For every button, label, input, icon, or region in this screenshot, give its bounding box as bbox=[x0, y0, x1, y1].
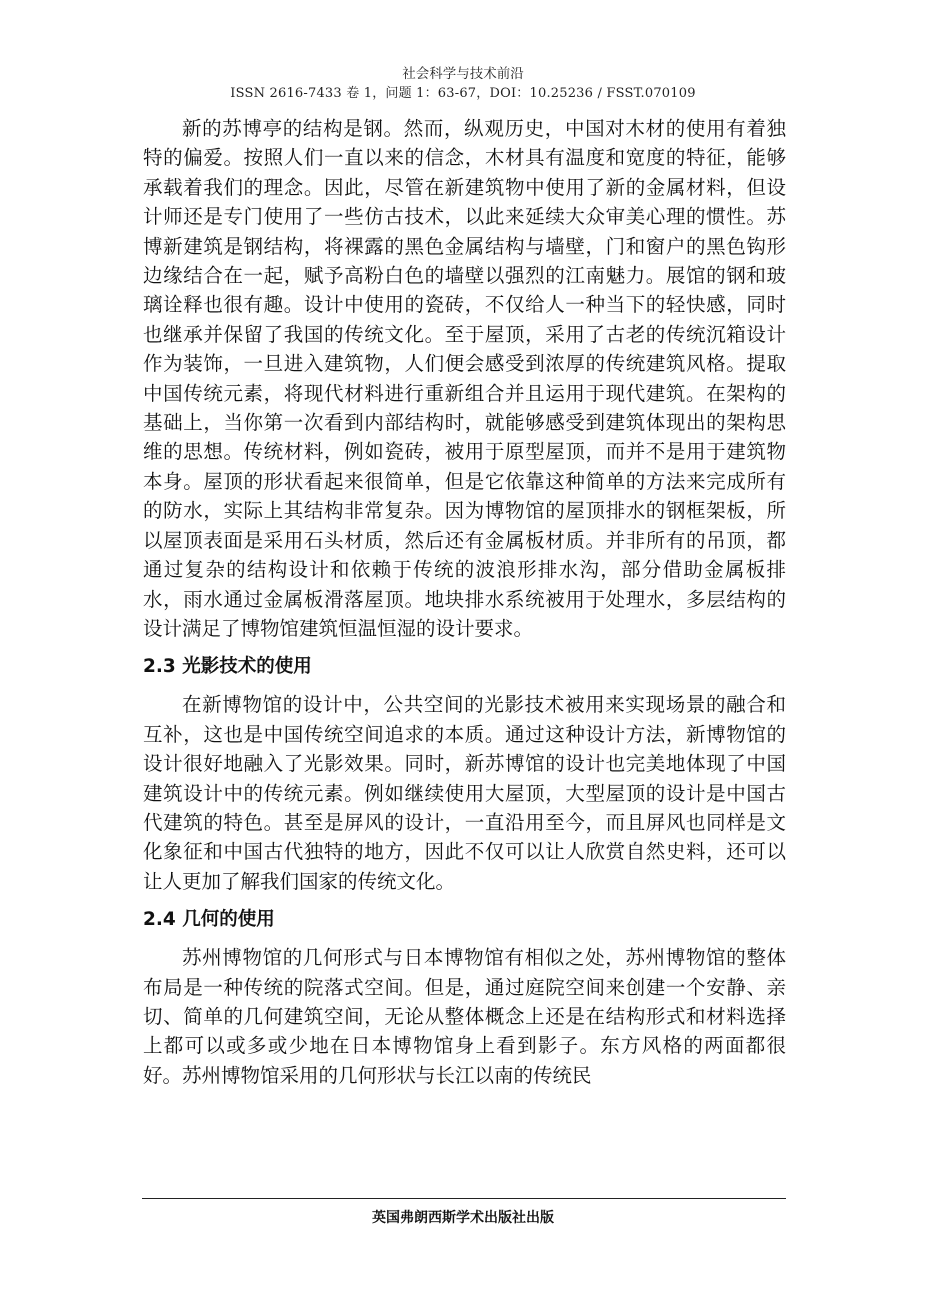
page-header bbox=[0, 64, 926, 104]
footer-divider bbox=[142, 1198, 786, 1199]
issn-line: ISSN 2616-7433 卷 1，问题 1：63-67，DOI：10.25236 / FSST.070109 bbox=[230, 86, 696, 101]
paragraph: 苏州博物馆的几何形式与日本博物馆有相似之处，苏州博物馆的整体布局是一种传统的院落式空间。但是，通过庭院空间来创建一个安静、亲切、简单的几何建筑空间，无论从整体概念上还是在结构形式和材料选择上都可以或多或少地在日本博物馆身上看到影子。东方风格的两面都很好。苏州博物馆采用的几何形状与长江以南的传统民 bbox=[143, 946, 786, 1087]
publisher-footer: 英国弗朗西斯学术出版社出版 bbox=[372, 1210, 554, 1226]
paragraph: 在新博物馆的设计中，公共空间的光影技术被用来实现场景的融合和互补，这也是中国传统空间追求的本质。通过这种设计方法，新博物馆的设计很好地融入了光影效果。同时，新苏博馆的设计也完美地体现了中国建筑设计中的传统元素。例如继续使用大屋顶，大型屋顶的设计是中国古代建筑的特色。甚至是屏风的设计，一直沿用至今，而且屏风也同样是文化象征和中国古代独特的地方，因此不仅可以让人欣赏自然史料，还可以让人更加了解我们国家的传统文化。 bbox=[143, 693, 786, 893]
main-body bbox=[143, 114, 786, 1090]
paragraph: 新的苏博亭的结构是钢。然而，纵观历史，中国对木材的使用有着独特的偏爱。按照人们一直以来的信念，木材具有温度和宽度的特征，能够承载着我们的理念。因此，尽管在新建筑物中使用了新的金属材料，但设计师还是专门使用了一些仿古技术，以此来延续大众审美心理的惯性。苏博新建筑是钢结构，将裸露的黑色金属结构与墙壁，门和窗户的黑色钩形边缘结合在一起，赋予高粉白色的墙壁以强烈的江南魅力。展馆的钢和玻璃诠释也很有趣。设计中使用的瓷砖，不仅给人一种当下的轻快感，同时也继承并保留了我国的传统文化。至于屋顶，采用了古老的传统沉箱设计作为装饰，一旦进入建筑物，人们便会感受到浓厚的传统建筑风格。提取中国传统元素，将现代材料进行重新组合并且运用于现代建筑。在架构的基础上，当你第一次看到内部结构时，就能够感受到建筑体现出的架构思维的思想。传统材料，例如瓷砖，被用于原型屋顶，而并不是用于建筑物本身。屋顶的形状看起来很简单，但是它依靠这种简单的方法来完成所有的防水，实际上其结构非常复杂。因为博物馆的屋顶排水的钢框架板，所以屋顶表面是采用石头材质，然后还有金属板材质。并非所有的吊顶，都通过复杂的结构设计和依赖于传统的波浪形排水沟，部分借助金属板排水，雨水通过金属板滑落屋顶。地块排水系统被用于处理水，多层结构的设计满足了博物馆建筑恒温恒湿的设计要求。 bbox=[143, 117, 786, 640]
section-heading: 2.4 几何的使用 bbox=[143, 909, 275, 931]
section-heading: 2.3 光影技术的使用 bbox=[143, 656, 312, 678]
journal-title: 社会科学与技术前沿 bbox=[402, 66, 524, 82]
